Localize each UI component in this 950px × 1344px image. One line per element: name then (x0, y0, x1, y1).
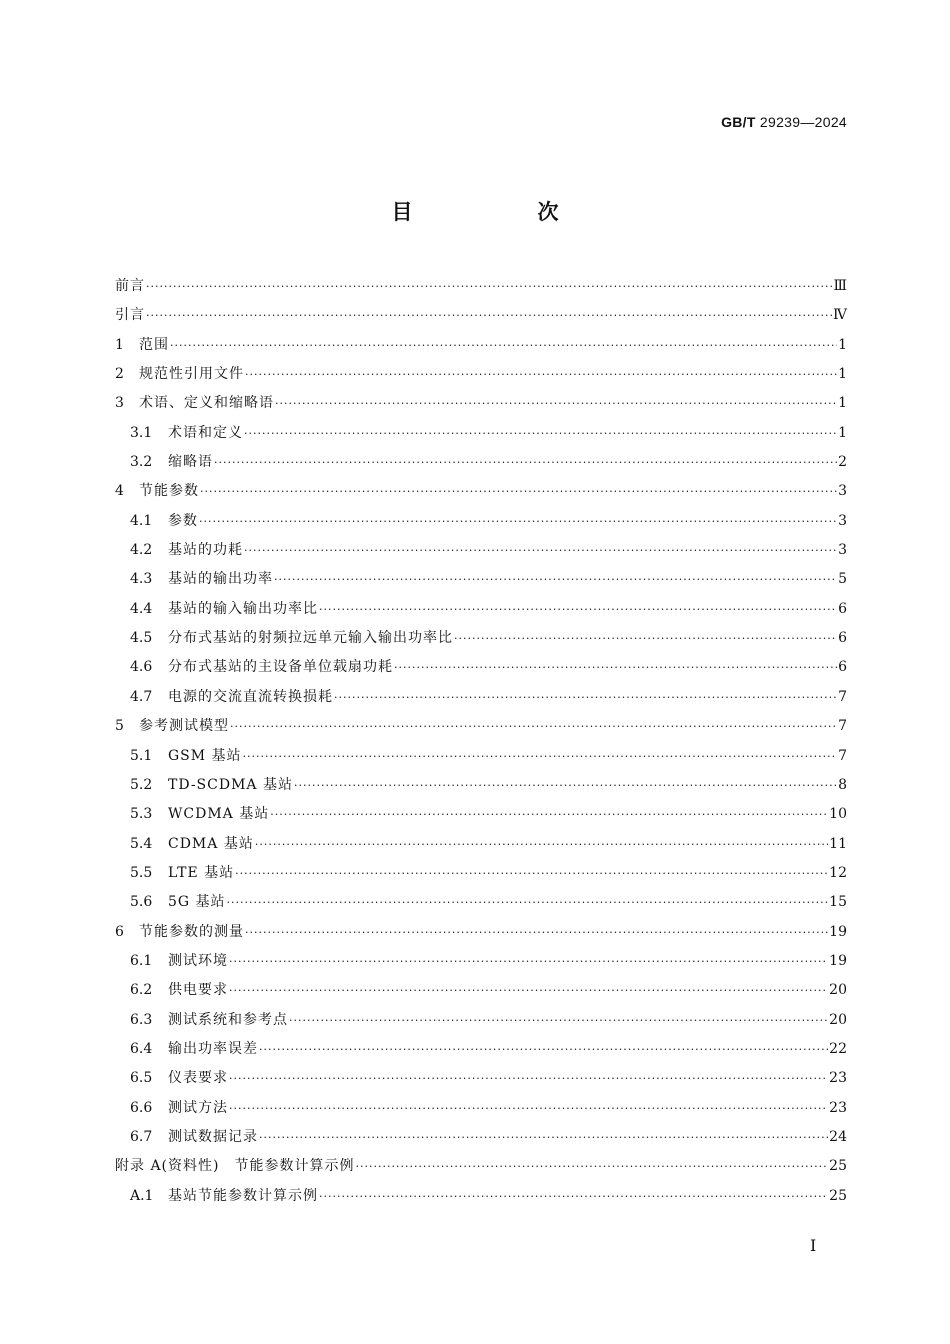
toc-entry[interactable] (115, 947, 847, 976)
toc-entry-page: 6 (838, 630, 847, 647)
toc-dot-leader (243, 742, 838, 771)
toc-entry-title: 前言 (115, 278, 145, 294)
toc-entry-page: 3 (838, 542, 847, 559)
toc-entry[interactable] (115, 389, 847, 418)
toc-entry-page: 25 (829, 1158, 847, 1175)
toc-entry-title: 节能参数 (139, 483, 199, 500)
toc-entry-number: 4.7 (130, 688, 153, 705)
toc-dot-leader (199, 507, 837, 536)
toc-entry-title: 供电要求 (168, 982, 228, 999)
toc-entry[interactable] (115, 448, 847, 477)
toc-entry-number: 6.3 (130, 1011, 153, 1028)
toc-entry-page: 6 (838, 659, 847, 676)
toc-entry-number: 3.1 (130, 424, 153, 441)
toc-entry-title: LTE 基站 (168, 864, 235, 881)
table-of-contents (115, 272, 847, 1211)
toc-entry-page: 6 (838, 600, 847, 617)
toc-entry-title: 仪表要求 (168, 1070, 228, 1087)
toc-entry-title: WCDMA 基站 (168, 806, 270, 823)
toc-entry-page: 3 (838, 512, 847, 529)
toc-dot-leader (245, 918, 828, 947)
toc-dot-leader (319, 1182, 828, 1211)
toc-entry-number: 4.2 (130, 542, 153, 559)
toc-entry[interactable] (115, 888, 847, 917)
toc-entry-number: 5.6 (130, 894, 153, 911)
toc-entry[interactable] (115, 1006, 847, 1035)
toc-entry-title: 术语、定义和缩略语 (139, 395, 274, 412)
toc-entry-page: 7 (838, 718, 847, 735)
standard-code-prefix: GB/T (721, 114, 756, 130)
toc-entry-title: 节能参数的测量 (139, 923, 244, 940)
toc-entry-page: 19 (829, 952, 847, 969)
standard-code-number: 29239—2024 (759, 114, 847, 130)
toc-dot-leader (230, 712, 837, 741)
toc-dot-leader (229, 1094, 828, 1123)
toc-entry[interactable] (115, 507, 847, 536)
toc-dot-leader (289, 1006, 828, 1035)
toc-entry-number: 1 (115, 336, 124, 353)
toc-entry[interactable] (115, 1182, 847, 1211)
toc-dot-leader (235, 859, 828, 888)
toc-dot-leader (274, 565, 837, 594)
toc-dot-leader (214, 448, 837, 477)
toc-dot-leader (259, 1035, 828, 1064)
toc-entry-page: 7 (838, 688, 847, 705)
toc-entry-number: A.1 (130, 1187, 154, 1204)
toc-entry-title: 基站节能参数计算示例 (168, 1187, 318, 1204)
toc-entry-title: 缩略语 (168, 454, 213, 471)
toc-dot-leader (255, 830, 828, 859)
toc-dot-leader (275, 389, 837, 418)
toc-dot-leader (394, 653, 837, 682)
toc-entry-number: 6.5 (130, 1070, 153, 1087)
toc-entry-title: 测试数据记录 (168, 1128, 258, 1145)
toc-entry-title: 基站的输出功率 (168, 571, 273, 588)
toc-entry[interactable] (115, 419, 847, 448)
toc-entry[interactable] (115, 1152, 847, 1181)
standard-code (721, 114, 847, 130)
toc-entry[interactable] (115, 712, 847, 741)
toc-entry-page: 1 (838, 366, 847, 383)
toc-entry-title: 输出功率误差 (168, 1040, 258, 1057)
toc-entry[interactable] (115, 1064, 847, 1093)
toc-entry-title: 分布式基站的主设备单位载扇功耗 (168, 659, 393, 676)
toc-dot-leader (146, 272, 832, 301)
toc-entry-title: 测试环境 (168, 952, 228, 969)
toc-entry-page: Ⅲ (833, 278, 847, 294)
toc-entry[interactable] (115, 1094, 847, 1123)
toc-dot-leader (334, 683, 837, 712)
toc-entry-title: 附录 A(资料性) 节能参数计算示例 (115, 1158, 355, 1175)
toc-entry-page: 5 (838, 571, 847, 588)
toc-dot-leader (454, 624, 837, 653)
toc-entry-page: 10 (829, 806, 847, 823)
toc-entry-number: 4.3 (130, 571, 153, 588)
toc-entry-number: 6.4 (130, 1040, 153, 1057)
toc-entry-number: 4.4 (130, 600, 153, 617)
toc-entry[interactable] (115, 536, 847, 565)
toc-entry-title: CDMA 基站 (168, 835, 254, 852)
toc-entry-page: 12 (829, 864, 847, 881)
toc-dot-leader (294, 771, 837, 800)
toc-dot-leader (229, 976, 828, 1005)
toc-entry-number: 5.3 (130, 806, 153, 823)
toc-entry-title: 5G 基站 (168, 894, 226, 911)
toc-entry-number: 6 (115, 923, 124, 940)
toc-entry-title: 分布式基站的射频拉远单元输入输出功率比 (168, 630, 453, 647)
toc-dot-leader (229, 1064, 828, 1093)
toc-entry-number: 4 (115, 483, 124, 500)
toc-entry-page: 25 (829, 1187, 847, 1204)
toc-entry[interactable] (115, 595, 847, 624)
toc-dot-leader (270, 800, 828, 829)
toc-entry-page: 1 (838, 336, 847, 353)
toc-entry-title: 基站的输入输出功率比 (168, 600, 318, 617)
toc-entry-page: 19 (829, 923, 847, 940)
toc-entry-number: 5.1 (130, 747, 153, 764)
toc-entry-title: 基站的功耗 (168, 542, 243, 559)
toc-entry-page: 23 (829, 1070, 847, 1087)
toc-entry-title: 术语和定义 (168, 424, 243, 441)
toc-entry-page: 20 (829, 1011, 847, 1028)
toc-entry-title: 规范性引用文件 (139, 366, 244, 383)
toc-entry[interactable] (115, 624, 847, 653)
toc-entry[interactable] (115, 1123, 847, 1152)
toc-entry-title: GSM 基站 (168, 747, 242, 764)
toc-dot-leader (259, 1123, 828, 1152)
toc-entry[interactable] (115, 360, 847, 389)
toc-entry-number: 5.4 (130, 835, 153, 852)
toc-entry-number: 6.2 (130, 982, 153, 999)
toc-entry-number: 6.6 (130, 1099, 153, 1116)
toc-entry[interactable] (115, 565, 847, 594)
toc-entry-number: 4.6 (130, 659, 153, 676)
toc-entry[interactable] (115, 477, 847, 506)
toc-entry-number: 5.5 (130, 864, 153, 881)
toc-entry[interactable] (115, 1035, 847, 1064)
toc-entry-title: 电源的交流直流转换损耗 (168, 688, 333, 705)
toc-entry-number: 5 (115, 718, 124, 735)
toc-entry-page: 11 (829, 835, 847, 852)
toc-entry-page: 2 (838, 454, 847, 471)
toc-entry-number: 3 (115, 395, 124, 412)
toc-entry-number: 4.5 (130, 630, 153, 647)
toc-dot-leader (245, 360, 837, 389)
toc-entry-title: 引言 (115, 307, 145, 324)
toc-dot-leader (355, 1152, 828, 1181)
toc-entry-number: 6.1 (130, 952, 153, 969)
toc-entry-page: 15 (829, 894, 847, 911)
toc-dot-leader (146, 301, 832, 330)
toc-dot-leader (319, 595, 837, 624)
toc-entry[interactable] (115, 272, 847, 301)
toc-entry-title: 范围 (139, 336, 169, 353)
footer-page-number: Ⅰ (810, 1236, 817, 1255)
toc-entry-title: 测试方法 (168, 1099, 228, 1116)
toc-entry-page: 23 (829, 1099, 847, 1116)
toc-entry[interactable] (115, 918, 847, 947)
toc-entry[interactable] (115, 331, 847, 360)
toc-entry-title: 参考测试模型 (139, 718, 229, 735)
toc-entry-number: 3.2 (130, 454, 153, 471)
toc-entry[interactable] (115, 771, 847, 800)
toc-entry-page: 3 (838, 483, 847, 500)
toc-entry[interactable] (115, 830, 847, 859)
toc-entry-title: 测试系统和参考点 (168, 1011, 288, 1028)
toc-dot-leader (244, 419, 837, 448)
toc-entry[interactable] (115, 683, 847, 712)
toc-dot-leader (229, 947, 828, 976)
toc-entry-page: 24 (829, 1128, 847, 1145)
toc-entry-page: Ⅳ (833, 307, 847, 324)
toc-entry[interactable] (115, 653, 847, 682)
toc-entry-page: 7 (838, 747, 847, 764)
toc-entry-page: 20 (829, 982, 847, 999)
toc-entry[interactable] (115, 800, 847, 829)
toc-dot-leader (170, 331, 837, 360)
toc-entry-page: 22 (829, 1040, 847, 1057)
toc-dot-leader (227, 888, 829, 917)
toc-entry-page: 1 (838, 395, 847, 412)
toc-entry-number: 4.1 (130, 512, 153, 529)
toc-dot-leader (244, 536, 837, 565)
toc-entry-title: TD-SCDMA 基站 (168, 776, 293, 793)
toc-entry[interactable] (115, 301, 847, 330)
toc-entry[interactable] (115, 859, 847, 888)
toc-entry-title: 参数 (168, 512, 198, 529)
toc-entry-page: 1 (838, 424, 847, 441)
toc-entry-number: 6.7 (130, 1128, 153, 1145)
toc-entry-number: 2 (115, 366, 124, 383)
toc-entry-number: 5.2 (130, 776, 153, 793)
page-title: 目 次 (391, 200, 611, 224)
toc-entry[interactable] (115, 742, 847, 771)
toc-dot-leader (200, 477, 837, 506)
toc-entry[interactable] (115, 976, 847, 1005)
toc-entry-page: 8 (838, 776, 847, 793)
